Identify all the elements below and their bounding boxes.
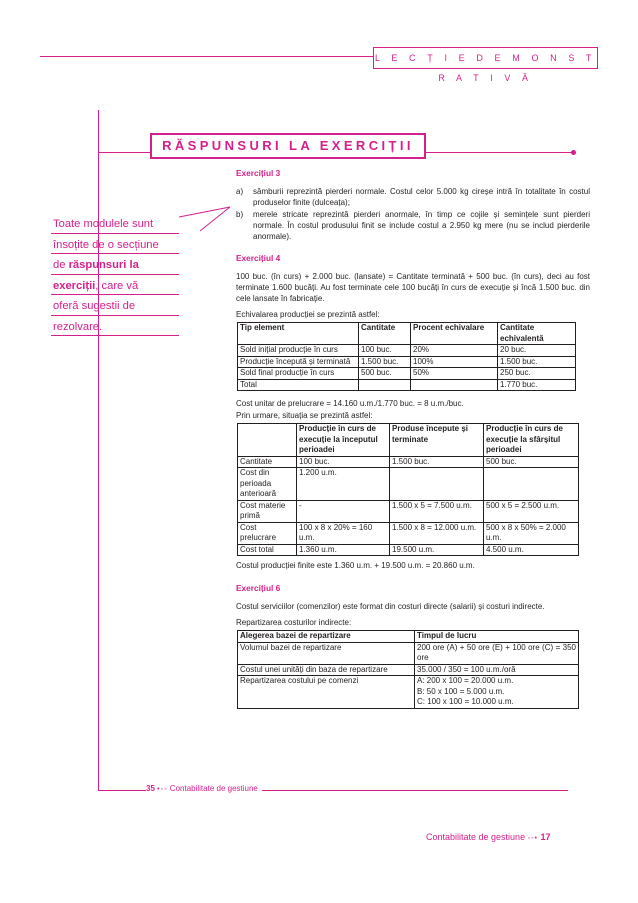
table-cell: 20% <box>411 345 498 357</box>
callout-line <box>53 276 181 297</box>
table-header-row <box>238 631 579 643</box>
list-label: a) <box>236 187 244 196</box>
dots-icon: ◦◦• <box>527 835 539 842</box>
table-cell: 4.500 u.m. <box>484 544 579 556</box>
section-label: L E C Ț I E D E M O N S T R A T I V Ă <box>373 47 598 69</box>
table-cell: 100 x 8 x 20% = 160 u.m. <box>297 522 390 544</box>
table-cell: Cost materie primă <box>238 500 297 522</box>
table-row <box>238 368 576 380</box>
table-cell: 35.000 / 350 = 100 u.m./oră <box>415 664 579 676</box>
table-cell: 1.360 u.m. <box>297 544 390 556</box>
page-number: 17 <box>540 832 551 842</box>
answers-content <box>236 168 590 709</box>
table-cell: Repartizarea costului pe comenzi <box>238 676 415 709</box>
paragraph: Echivalarea producției se prezintă astfel: <box>236 310 380 319</box>
page-title: RĂSPUNSURI LA EXERCIȚII <box>150 133 426 159</box>
callout-line: Toate modulele sunt <box>53 218 154 230</box>
cost-table <box>237 423 579 556</box>
paragraph: Costul producției finite este 1.360 u.m. + 19.500 u.m. = 20.860 u.m. <box>236 561 475 570</box>
table-cell: 1.500 buc. <box>359 356 411 368</box>
exercise-title: Exercițiul 3 <box>236 168 281 178</box>
dots-icon: •◦◦ <box>157 786 168 793</box>
table-cell: 500 x 8 x 50% = 2.000 u.m. <box>484 522 579 544</box>
footer-title: Contabilitate de gestiune <box>426 832 526 842</box>
equivalence-table <box>237 322 576 391</box>
frame-left-rule <box>98 110 99 790</box>
paragraph: Cost unitar de prelucrare = 14.160 u.m./1.770 buc. = 8 u.m./buc. <box>236 399 464 408</box>
table-cell: Cantitate <box>238 456 297 468</box>
table-cell: Sold final producție în curs <box>238 368 359 380</box>
table-cell: 100 buc. <box>297 456 390 468</box>
table-row <box>238 642 579 664</box>
table-header: Tip element <box>238 323 359 345</box>
table-cell <box>390 468 484 501</box>
table-cell: Sold inițial producție în curs <box>238 345 359 357</box>
table-row <box>238 345 576 357</box>
table-row <box>238 468 579 501</box>
table-cell: 1.200 u.m. <box>297 468 390 501</box>
table-cell: Volumul bazei de repartizare <box>238 642 415 664</box>
table-cell: 19.500 u.m. <box>390 544 484 556</box>
table-cell: Total <box>238 379 359 391</box>
table-cell: 1.770 buc. <box>498 379 576 391</box>
table-cell: 100 buc. <box>359 345 411 357</box>
table-cell <box>484 468 579 501</box>
table-cell: Producție începută și terminată <box>238 356 359 368</box>
table-row <box>238 456 579 468</box>
table-cell: 250 buc. <box>498 368 576 380</box>
list-item <box>236 186 590 208</box>
table-cell: - <box>297 500 390 522</box>
allocation-table <box>237 630 579 709</box>
table-row <box>238 500 579 522</box>
table-row <box>238 676 579 709</box>
table-header-row <box>238 424 579 457</box>
table-row <box>238 356 576 368</box>
table-cell: 1.500 buc. <box>390 456 484 468</box>
allocation-line: C: 100 x 100 = 10.000 u.m. <box>417 697 514 706</box>
table-cell: 50% <box>411 368 498 380</box>
page-footer <box>426 832 551 842</box>
table-header: Timpul de lucru <box>415 631 579 643</box>
table-header: Cantitate <box>359 323 411 345</box>
table-row <box>238 379 576 391</box>
table-header-row <box>238 323 576 345</box>
table-cell: Cost prelucrare <box>238 522 297 544</box>
table-header: Alegerea bazei de repartizare <box>238 631 415 643</box>
paragraph: Repartizarea costurilor indirecte: <box>236 618 352 627</box>
table-cell: 200 ore (A) + 50 ore (E) + 100 ore (C) = 350 ore <box>415 642 579 664</box>
table-header <box>238 424 297 457</box>
table-cell: 100% <box>411 356 498 368</box>
callout-pointer-icon <box>178 205 234 235</box>
inner-footer-title: Contabilitate de gestiune <box>169 784 258 793</box>
paragraph: Costul serviciilor (comenzilor) este format din costuri directe (salarii) și costuri indirecte. <box>236 602 545 611</box>
table-cell: 1.500 x 5 = 7.500 u.m. <box>390 500 484 522</box>
callout-text: de <box>53 259 69 271</box>
list-text: sâmburii reprezintă pierderi normale. Costul celor 5.000 kg cireșe intră în totalitate în costul produselor finite (dulceața); <box>253 187 590 207</box>
callout-line: rezolvare. <box>53 320 103 333</box>
table-header: Produse începute și terminate <box>390 424 484 457</box>
table-header: Cantitate echivalentă <box>498 323 576 345</box>
table-cell: 20 buc. <box>498 345 576 357</box>
callout-note <box>53 214 181 337</box>
table-cell: 500 buc. <box>359 368 411 380</box>
paragraph: 100 buc. (în curs) + 2.000 buc. (lansate) = Cantitate terminată + 500 buc. (în curs), deci au fost terminate 1.600 bucăți. Au fost terminate cele 100 bucăți în curs de execuție și încă 1.500 buc. din cele lansate în fabricație. <box>236 272 590 303</box>
table-row <box>238 544 579 556</box>
table-cell <box>415 676 579 709</box>
callout-emphasis: exerciții <box>53 279 96 292</box>
table-cell <box>411 379 498 391</box>
list-text: merele stricate reprezintă pierderi anormale, în timp ce cojile și semințele sunt pierderi normale. În costul produsului finit se include costul a 2.950 kg mere (nu se includ pierderile anormale). <box>253 210 590 241</box>
table-row <box>238 522 579 544</box>
table-header: Producție în curs de execuție la începutul perioadei <box>297 424 390 457</box>
paragraph: Prin urmare, situația se prezintă astfel: <box>236 411 373 420</box>
table-cell: 1.500 x 8 = 12.000 u.m. <box>390 522 484 544</box>
allocation-line: A: 200 x 100 = 20.000 u.m. <box>417 676 514 685</box>
exercise-title: Exercițiul 6 <box>236 583 281 593</box>
callout-emphasis: răspunsuri la <box>68 259 139 271</box>
callout-line <box>53 255 181 276</box>
table-cell: Costul unei unități din baza de repartizare <box>238 664 415 676</box>
list-item <box>236 209 590 242</box>
allocation-line: B: 50 x 100 = 5.000 u.m. <box>417 686 505 696</box>
table-header: Procent echivalare <box>411 323 498 345</box>
callout-line: însoțite de o secțiune <box>53 238 159 251</box>
frame-dot <box>571 150 576 155</box>
callout-text: , care vă <box>95 279 139 292</box>
spacer <box>236 576 590 583</box>
inner-footer <box>146 784 262 793</box>
table-cell: 1.500 buc. <box>498 356 576 368</box>
callout-line: oferă sugestii de <box>53 300 136 312</box>
list-label: b) <box>236 210 244 219</box>
table-cell: Cost total <box>238 544 297 556</box>
table-row <box>238 664 579 676</box>
table-header: Producție în curs de execuție la sfârșitul perioadei <box>484 424 579 457</box>
table-cell: 500 buc. <box>484 456 579 468</box>
table-cell: 500 x 5 = 2.500 u.m. <box>484 500 579 522</box>
inner-page-number: 35 <box>146 784 155 793</box>
exercise-title: Exercițiul 4 <box>236 253 281 263</box>
table-cell <box>359 379 411 391</box>
spacer <box>236 243 590 253</box>
table-cell: Cost din perioada anterioară <box>238 468 297 501</box>
